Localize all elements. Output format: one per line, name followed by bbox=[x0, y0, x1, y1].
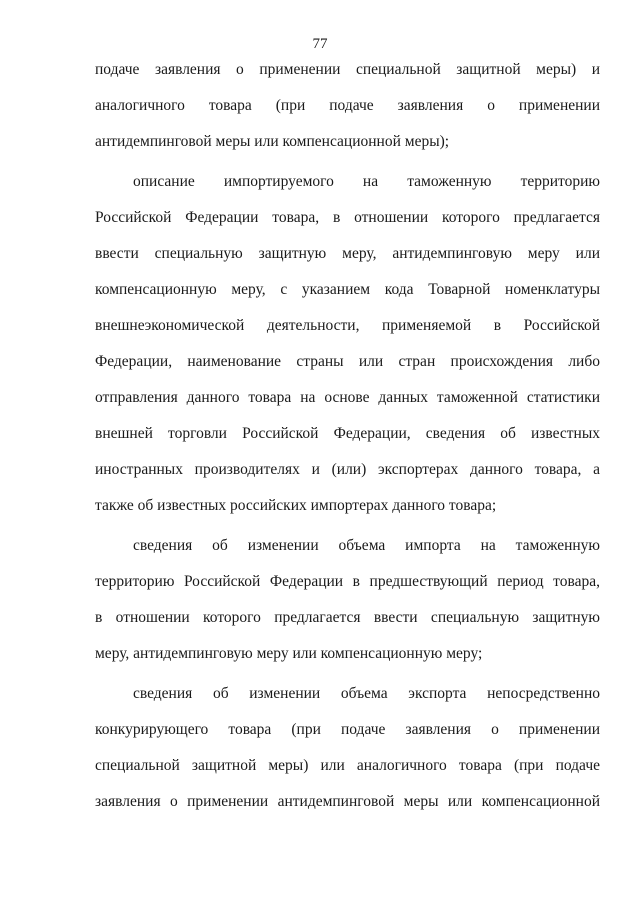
text-line: внешней торговли Российской Федерации, сведения об известных bbox=[95, 425, 600, 442]
text-line: сведения об изменении объема экспорта непосредственно bbox=[133, 685, 600, 702]
text-line: конкурирующего товара (при подаче заявления о применении bbox=[95, 721, 600, 738]
paragraph bbox=[95, 58, 600, 166]
text-line: антидемпинговой меры или компенсационной меры); bbox=[95, 133, 450, 150]
text-line: внешнеэкономической деятельности, применяемой в Российской bbox=[95, 317, 600, 334]
text-line: отправления данного товара на основе данных таможенной статистики bbox=[95, 389, 600, 406]
text-line: описание импортируемого на таможенную территорию bbox=[133, 173, 600, 190]
text-line: Федерации, наименование страны или стран происхождения либо bbox=[95, 353, 600, 370]
text-line: аналогичного товара (при подаче заявления о применении bbox=[95, 97, 600, 114]
text-line: компенсационную меру, с указанием кода Товарной номенклатуры bbox=[95, 281, 600, 298]
paragraph bbox=[95, 534, 600, 678]
page-number: 77 bbox=[312, 36, 328, 52]
document-body bbox=[95, 58, 600, 826]
text-line: специальной защитной меры) или аналогичного товара (при подаче bbox=[95, 757, 600, 774]
paragraph bbox=[95, 170, 600, 530]
text-line: ввести специальную защитную меру, антидемпинговую меру или bbox=[95, 245, 600, 262]
text-line: подаче заявления о применении специальной защитной меры) и bbox=[95, 61, 600, 78]
text-line: в отношении которого предлагается ввести специальную защитную bbox=[95, 609, 600, 626]
text-line: Российской Федерации товара, в отношении которого предлагается bbox=[95, 209, 600, 226]
text-line: заявления о применении антидемпинговой меры или компенсационной bbox=[95, 793, 600, 810]
text-line: также об известных российских импортерах данного товара; bbox=[95, 497, 497, 514]
text-line: иностранных производителях и (или) экспортерах данного товара, а bbox=[95, 461, 600, 478]
text-line: меру, антидемпинговую меру или компенсационную меру; bbox=[95, 645, 483, 662]
text-line: территорию Российской Федерации в предшествующий период товара, bbox=[95, 573, 600, 590]
paragraph bbox=[95, 682, 600, 826]
text-line: сведения об изменении объема импорта на таможенную bbox=[133, 537, 600, 554]
